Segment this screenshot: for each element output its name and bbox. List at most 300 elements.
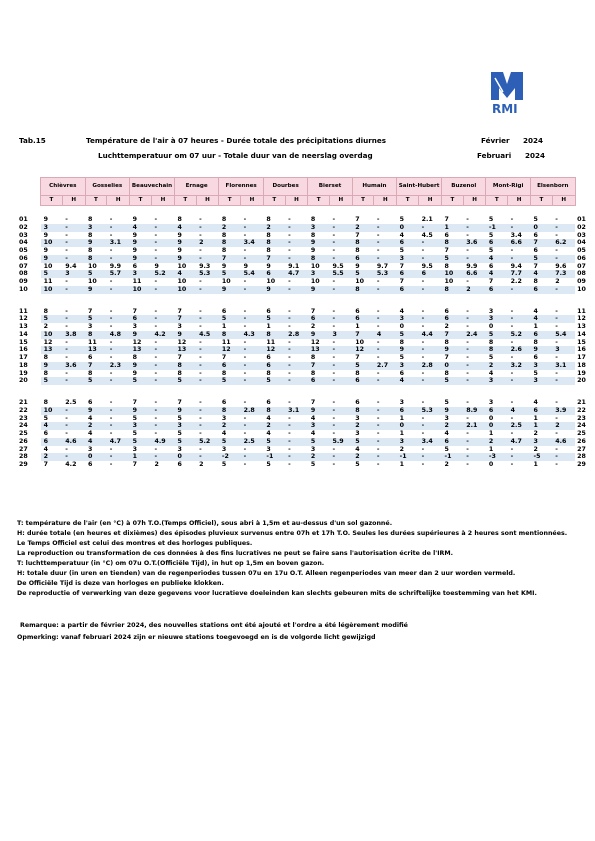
temperature-cell: 6 <box>266 354 271 361</box>
duration-cell: - <box>65 216 68 223</box>
day-label: 10 <box>17 286 41 294</box>
temperature-cell: 4 <box>130 224 152 232</box>
duration-cell: - <box>285 422 308 430</box>
temperature-cell: 5 <box>352 438 374 446</box>
duration-cell: 2.8 <box>285 331 308 339</box>
temperature-cell: 8 <box>310 354 316 361</box>
h-header: H <box>62 196 85 206</box>
temperature-cell: 4 <box>486 270 508 278</box>
duration-cell: - <box>196 377 219 385</box>
duration-cell: 5.2 <box>508 331 531 339</box>
temperature-cell: 9 <box>266 262 271 270</box>
duration-cell: - <box>421 278 425 285</box>
temperature-cell: 1 <box>488 430 494 437</box>
temperature-cell: -2 <box>219 453 241 461</box>
temperature-cell: 5 <box>399 247 405 254</box>
table-row <box>17 461 595 469</box>
duration-cell: - <box>196 255 219 263</box>
temperature-cell: 3 <box>130 422 152 430</box>
temperature-cell: 8 <box>221 216 227 223</box>
day-label: 16 <box>17 346 41 354</box>
station-name: Buzenol <box>442 178 486 196</box>
duration-cell: - <box>109 430 113 437</box>
temperature-cell: 3 <box>488 399 494 406</box>
duration-cell: - <box>466 278 469 285</box>
temperature-cell: 6 <box>442 315 464 323</box>
duration-cell: 3.6 <box>463 239 486 247</box>
duration-cell: - <box>196 422 219 430</box>
temperature-cell: 2 <box>442 422 464 430</box>
duration-cell: - <box>552 286 575 294</box>
h-header: H <box>552 196 575 206</box>
duration-cell: - <box>241 346 264 354</box>
title-nl: Luchttemperatuur om 07 uur - Totale duur van de neerslag overdag <box>98 151 373 160</box>
temperature-cell: 6 <box>355 307 360 315</box>
temperature-cell: 6 <box>352 377 374 385</box>
duration-cell: - <box>508 453 531 461</box>
duration-cell: - <box>199 231 202 239</box>
temperature-cell: 3 <box>88 323 93 330</box>
duration-cell: - <box>555 430 558 437</box>
temperature-cell: 4 <box>530 270 552 278</box>
temperature-cell: 4 <box>174 270 196 278</box>
temperature-cell: 6 <box>397 286 419 294</box>
duration-cell: - <box>152 239 175 247</box>
temperature-cell: 9 <box>442 346 464 354</box>
duration-cell: 5.3 <box>196 270 219 278</box>
duration-cell: 7.3 <box>552 270 575 278</box>
duration-cell: - <box>376 461 380 468</box>
temperature-cell: 6 <box>308 377 330 385</box>
duration-cell: - <box>332 247 336 254</box>
temperature-cell: 5 <box>488 247 494 254</box>
day-label-right: 21 <box>577 399 586 406</box>
temperature-cell: -1 <box>263 453 285 461</box>
duration-cell: - <box>552 453 575 461</box>
duration-cell: - <box>466 430 469 437</box>
duration-cell: 3.4 <box>241 239 264 247</box>
duration-cell: - <box>154 278 158 285</box>
temperature-cell: 8 <box>266 231 271 239</box>
temperature-cell: 5 <box>530 255 552 263</box>
temperature-cell: 7 <box>308 362 330 370</box>
note-copyright-nl: De reproductie of verwerking van deze gegevens voor lucratieve doeleinden kan slechts gebeuren mits de schriftelijke toestemming van het KMI. <box>17 590 537 597</box>
temperature-cell: 7 <box>444 354 449 361</box>
duration-cell: - <box>109 216 113 223</box>
temperature-cell: 3 <box>308 270 330 278</box>
temperature-cell: 2 <box>444 461 449 468</box>
duration-cell: - <box>285 377 308 385</box>
duration-cell: - <box>288 369 291 377</box>
variable-header-row <box>17 196 595 206</box>
duration-cell: - <box>463 377 486 385</box>
temperature-cell: 3 <box>355 430 360 437</box>
duration-cell: - <box>196 224 219 232</box>
day-label-right: 14 <box>575 331 595 339</box>
temperature-cell: 6 <box>486 407 508 415</box>
day-label: 22 <box>17 407 41 415</box>
temperature-cell: 8 <box>177 216 182 223</box>
day-label: 28 <box>17 453 41 461</box>
header-spacer <box>17 196 41 206</box>
duration-cell: - <box>154 247 158 254</box>
duration-cell: - <box>510 399 514 406</box>
temperature-cell: 9 <box>530 346 552 354</box>
temperature-cell: 3 <box>177 323 182 330</box>
temperature-cell: 7 <box>263 255 285 263</box>
day-label: 08 <box>17 270 41 278</box>
temperature-cell: 6 <box>221 307 227 315</box>
temperature-cell: 6 <box>533 247 538 254</box>
temperature-cell: 5 <box>444 399 449 406</box>
duration-cell: - <box>243 445 247 453</box>
temperature-cell: 5 <box>221 461 227 468</box>
note-t-fr: T: température de l'air (en °C) à 07h T.O.(Temps Officiel), sous abri à 1,5m et au-dessus d'un sol gazonné. <box>17 520 393 527</box>
duration-cell: - <box>109 414 113 422</box>
duration-cell: - <box>65 430 68 437</box>
day-label-right: 19 <box>577 369 586 377</box>
duration-cell: - <box>288 399 291 406</box>
duration-cell: 4.5 <box>196 331 219 339</box>
duration-cell: - <box>241 224 264 232</box>
temperature-cell: 11 <box>221 338 231 346</box>
duration-cell: - <box>243 323 247 330</box>
duration-cell: - <box>199 445 202 453</box>
day-label-right: 27 <box>577 445 586 453</box>
day-label-right: 18 <box>575 362 595 370</box>
station-name: Elsenborn <box>530 178 575 196</box>
station-name: Saint-Hubert <box>397 178 442 196</box>
remark-fr: Remarque: a partir de février 2024, des nouvelles stations ont été ajouté et l'ordre a été légèrement modifié <box>20 622 408 629</box>
temperature-cell: 6 <box>397 270 419 278</box>
duration-cell: - <box>241 422 264 430</box>
duration-cell: - <box>508 224 531 232</box>
duration-cell: - <box>152 407 175 415</box>
temperature-cell: 12 <box>352 346 374 354</box>
temperature-cell: 8 <box>352 286 374 294</box>
temperature-cell: 5 <box>266 461 271 468</box>
duration-cell: - <box>109 338 113 346</box>
duration-cell: - <box>241 286 264 294</box>
duration-cell: - <box>374 377 397 385</box>
month-nl: Februari <box>477 151 512 160</box>
duration-cell: - <box>374 224 397 232</box>
temperature-cell: 3 <box>266 445 271 453</box>
temperature-cell: 5 <box>533 369 538 377</box>
temperature-cell: 7 <box>399 278 405 285</box>
duration-cell: 2 <box>555 278 560 285</box>
t-header: T <box>41 196 63 206</box>
station-name: Bierset <box>308 178 352 196</box>
duration-cell: - <box>288 216 291 223</box>
day-label: 14 <box>17 331 41 339</box>
notes <box>17 520 577 600</box>
duration-cell: 3.2 <box>508 362 531 370</box>
duration-cell: 2.3 <box>107 362 130 370</box>
duration-cell: 4.9 <box>152 438 175 446</box>
day-label: 19 <box>19 369 28 377</box>
duration-cell: - <box>285 438 308 446</box>
duration-cell: - <box>288 445 291 453</box>
temperature-cell: 9 <box>355 262 360 270</box>
duration-cell: 4.6 <box>552 438 575 446</box>
h-header: H <box>152 196 175 206</box>
duration-cell: - <box>466 231 469 239</box>
temperature-cell: 10 <box>177 278 187 285</box>
h-header: H <box>285 196 308 206</box>
duration-cell: - <box>288 278 291 285</box>
group-gap <box>17 294 595 304</box>
duration-cell: 9 <box>154 262 159 270</box>
duration-cell: - <box>199 216 202 223</box>
duration-cell: 4.6 <box>62 438 85 446</box>
temperature-cell: 6 <box>399 369 405 377</box>
duration-cell: - <box>152 255 175 263</box>
duration-cell: - <box>152 224 175 232</box>
duration-cell: - <box>374 346 397 354</box>
temperature-cell: 0 <box>442 362 464 370</box>
temperature-cell: 7 <box>310 307 316 315</box>
temperature-cell: 5 <box>442 255 464 263</box>
duration-cell: - <box>419 286 442 294</box>
duration-cell: 4.2 <box>65 461 77 468</box>
duration-cell: - <box>243 354 247 361</box>
table-row <box>17 430 595 438</box>
duration-cell: - <box>376 323 380 330</box>
temperature-cell: 10 <box>41 331 63 339</box>
duration-cell: - <box>510 461 514 468</box>
temperature-cell: 6 <box>530 331 552 339</box>
duration-cell: - <box>199 369 202 377</box>
temperature-cell: 8 <box>533 338 538 346</box>
temperature-cell: 5 <box>399 354 405 361</box>
day-label-right: 22 <box>575 407 595 415</box>
duration-cell: - <box>107 407 130 415</box>
duration-cell: - <box>288 414 291 422</box>
duration-cell: - <box>463 438 486 446</box>
duration-cell: - <box>376 216 380 223</box>
temperature-cell: 9 <box>219 286 241 294</box>
duration-cell: - <box>421 461 425 468</box>
duration-cell: - <box>65 369 68 377</box>
duration-cell: - <box>376 414 380 422</box>
duration-cell: 9.6 <box>555 262 567 270</box>
duration-cell: 9.9 <box>466 262 478 270</box>
duration-cell: - <box>332 231 336 239</box>
duration-cell: 8.9 <box>463 407 486 415</box>
day-label-right: 17 <box>577 354 586 361</box>
duration-cell: - <box>508 255 531 263</box>
temperature-cell: 3 <box>130 270 152 278</box>
temperature-cell: 6 <box>533 231 538 239</box>
gap-cell <box>17 294 595 304</box>
duration-cell: - <box>330 286 353 294</box>
temperature-cell: 8 <box>308 255 330 263</box>
duration-cell: - <box>332 445 336 453</box>
table-row <box>17 239 595 247</box>
temperature-cell: 3 <box>397 362 419 370</box>
duration-cell: - <box>243 430 247 437</box>
duration-cell: - <box>419 346 442 354</box>
duration-cell: - <box>65 445 68 453</box>
duration-cell: - <box>152 453 175 461</box>
duration-cell: - <box>152 286 175 294</box>
temperature-cell: 7 <box>85 362 107 370</box>
duration-cell: - <box>196 286 219 294</box>
duration-cell: 2.4 <box>463 331 486 339</box>
duration-cell: - <box>62 377 85 385</box>
header-spacer <box>575 196 595 206</box>
duration-cell: - <box>330 346 353 354</box>
temperature-cell: 12 <box>263 346 285 354</box>
data-table <box>17 177 595 469</box>
duration-cell: - <box>62 453 85 461</box>
temperature-cell: 9 <box>130 407 152 415</box>
duration-cell: - <box>288 354 291 361</box>
duration-cell: - <box>243 231 247 239</box>
temperature-cell: 7 <box>444 216 449 223</box>
duration-cell: - <box>332 354 336 361</box>
duration-cell: 2.8 <box>241 407 264 415</box>
duration-cell: - <box>419 239 442 247</box>
duration-cell: - <box>288 307 291 315</box>
duration-cell: - <box>376 399 380 406</box>
temperature-cell: 4 <box>174 224 196 232</box>
temperature-cell: 5 <box>263 438 285 446</box>
duration-cell: 3 <box>62 270 85 278</box>
duration-cell: 5.2 <box>196 438 219 446</box>
duration-cell: 5.2 <box>152 270 175 278</box>
duration-cell: - <box>374 453 397 461</box>
temperature-cell: 9 <box>177 231 182 239</box>
temperature-cell: 1 <box>488 445 494 453</box>
table-row <box>17 453 595 461</box>
duration-cell: - <box>376 354 380 361</box>
duration-cell: - <box>332 399 336 406</box>
day-label: 15 <box>19 338 28 346</box>
duration-cell: 3.6 <box>62 362 85 370</box>
duration-cell: - <box>288 338 291 346</box>
duration-cell: 2 <box>463 286 486 294</box>
temperature-cell: 6 <box>308 315 330 323</box>
temperature-cell: 2 <box>399 445 405 453</box>
temperature-cell: 9 <box>85 407 107 415</box>
duration-cell: - <box>288 323 291 330</box>
duration-cell: - <box>288 247 291 254</box>
temperature-cell: 7 <box>355 354 360 361</box>
duration-cell: - <box>62 255 85 263</box>
duration-cell: - <box>196 346 219 354</box>
temperature-cell: 1 <box>530 422 552 430</box>
duration-cell: - <box>199 414 202 422</box>
duration-cell: - <box>154 445 158 453</box>
temperature-cell: 6 <box>43 430 48 437</box>
temperature-cell: 8 <box>219 331 241 339</box>
duration-cell: - <box>109 278 113 285</box>
temperature-cell: 4 <box>486 255 508 263</box>
temperature-cell: 7 <box>488 278 494 285</box>
temperature-cell: 8 <box>43 307 48 315</box>
temperature-cell: 2 <box>352 224 374 232</box>
duration-cell: - <box>199 323 202 330</box>
temperature-cell: 5 <box>533 216 538 223</box>
temperature-cell: 7 <box>530 239 552 247</box>
temperature-cell: 5 <box>263 315 285 323</box>
duration-cell: - <box>332 307 336 315</box>
day-label-right: 07 <box>577 262 586 270</box>
temperature-cell: 5 <box>263 377 285 385</box>
day-label-right: 13 <box>577 323 586 330</box>
duration-cell: - <box>154 369 158 377</box>
duration-cell: - <box>65 323 68 330</box>
temperature-cell: 8 <box>263 239 285 247</box>
temperature-cell: 0 <box>486 422 508 430</box>
temperature-cell: 10 <box>88 262 97 270</box>
h-header: H <box>241 196 264 206</box>
temperature-cell: 6 <box>397 407 419 415</box>
duration-cell: - <box>466 399 469 406</box>
duration-cell: - <box>510 338 514 346</box>
table-row <box>17 438 595 446</box>
day-label: 12 <box>17 315 41 323</box>
temperature-cell: 3 <box>486 377 508 385</box>
day-label-right: 06 <box>575 255 595 263</box>
temperature-cell: 8 <box>488 338 494 346</box>
temperature-cell: 8 <box>221 369 227 377</box>
duration-cell: - <box>109 445 113 453</box>
temperature-cell: 4 <box>530 315 552 323</box>
duration-cell: - <box>466 338 469 346</box>
duration-cell: - <box>376 231 380 239</box>
temperature-cell: 7 <box>177 354 182 361</box>
day-label: 21 <box>19 399 28 406</box>
t-header: T <box>219 196 241 206</box>
day-label: 05 <box>19 247 28 254</box>
duration-cell: - <box>152 346 175 354</box>
day-label-right: 03 <box>577 231 586 239</box>
temperature-cell: 8 <box>85 331 107 339</box>
temperature-cell: 10 <box>266 278 276 285</box>
temperature-cell: 2 <box>533 445 538 453</box>
duration-cell: - <box>330 362 353 370</box>
duration-cell: 2.7 <box>374 362 397 370</box>
temperature-cell: 3 <box>221 414 227 422</box>
temperature-cell: 7 <box>88 307 93 315</box>
table-row <box>17 407 595 415</box>
station-name: Chièvres <box>41 178 85 196</box>
temperature-cell: 8 <box>43 369 48 377</box>
temperature-cell: 4 <box>88 414 93 422</box>
temperature-cell: 5 <box>310 461 316 468</box>
table-row <box>17 331 595 339</box>
temperature-cell: 9 <box>85 286 107 294</box>
duration-cell: - <box>107 224 130 232</box>
duration-cell: - <box>510 369 514 377</box>
duration-cell: - <box>421 247 425 254</box>
duration-cell: - <box>555 445 558 453</box>
duration-cell: - <box>65 307 68 315</box>
temperature-cell: 2 <box>85 422 107 430</box>
group-gap <box>17 206 595 217</box>
day-label-right: 01 <box>577 216 586 223</box>
duration-cell: - <box>376 307 380 315</box>
duration-cell: - <box>65 354 68 361</box>
table-row <box>17 263 595 271</box>
duration-cell: - <box>376 278 380 285</box>
duration-cell: - <box>243 247 247 254</box>
temperature-cell: 8 <box>177 369 182 377</box>
duration-cell: - <box>508 377 531 385</box>
